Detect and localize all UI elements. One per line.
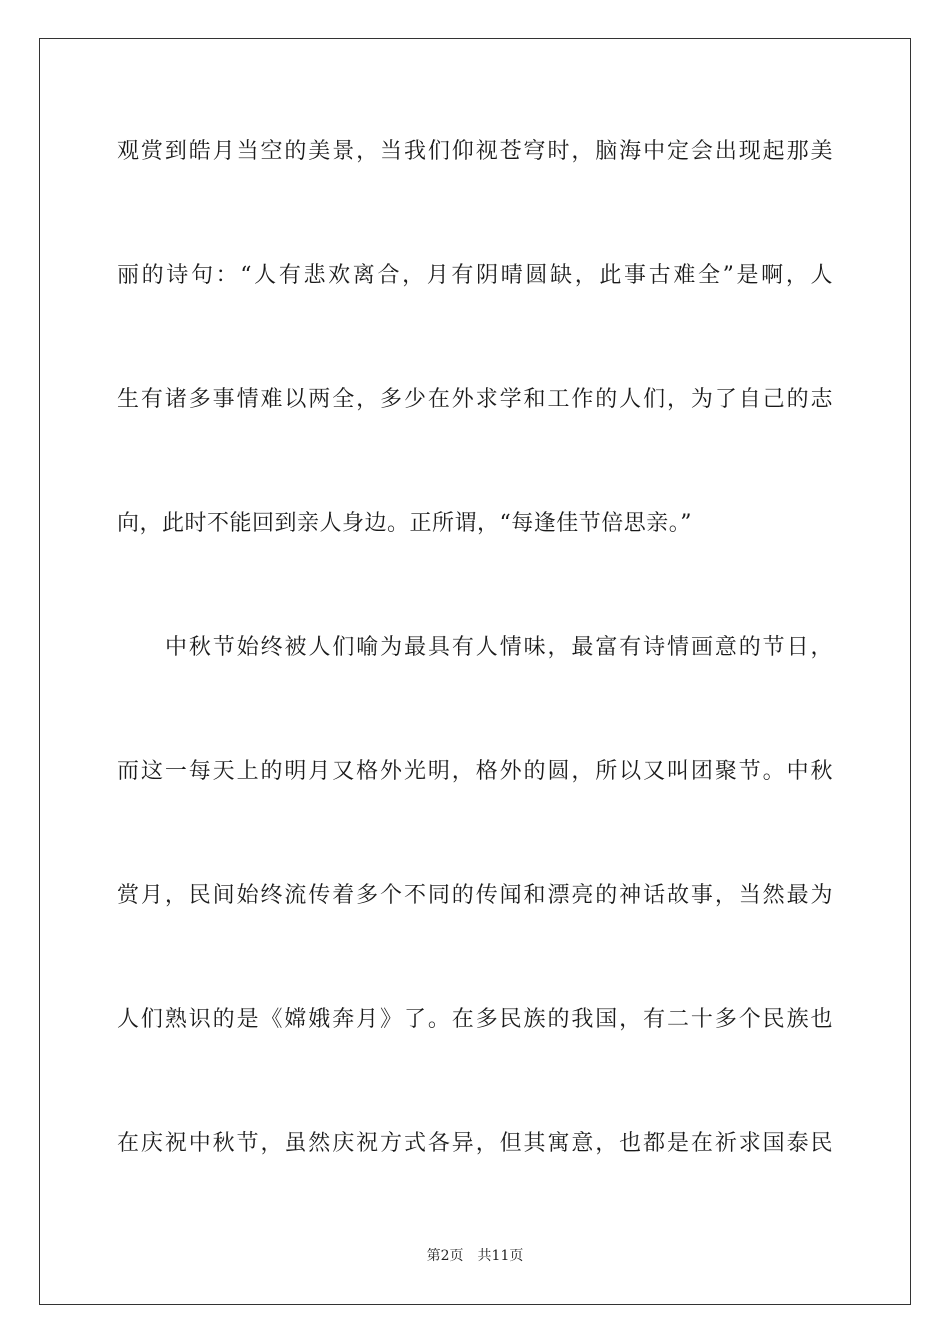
text-line: 在庆祝中秋节，虽然庆祝方式各异，但其寓意，也都是在祈求国泰民 bbox=[117, 1131, 833, 1156]
page-border bbox=[39, 38, 911, 1305]
text-line: 而这一每天上的明月又格外光明，格外的圆，所以又叫团聚节。中秋 bbox=[117, 759, 833, 784]
text-line: 丽的诗句：“人有悲欢离合，月有阴晴圆缺，此事古难全”是啊，人 bbox=[117, 263, 833, 288]
page-footer bbox=[0, 1247, 950, 1265]
text-line: 赏月，民间始终流传着多个不同的传闻和漂亮的神话故事，当然最为 bbox=[117, 883, 833, 908]
total-pages: 共11页 bbox=[477, 1248, 524, 1264]
paragraph-first-line: 中秋节始终被人们喻为最具有人情味，最富有诗情画意的节日， bbox=[165, 635, 833, 660]
page-number: 第2页 bbox=[426, 1248, 464, 1264]
text-line: 向，此时不能回到亲人身边。正所谓，“每逢佳节倍思亲。” bbox=[117, 511, 692, 536]
text-line: 生有诸多事情难以两全，多少在外求学和工作的人们，为了自己的志 bbox=[117, 387, 833, 412]
text-line: 人们熟识的是《嫦娥奔月》了。在多民族的我国，有二十多个民族也 bbox=[117, 1007, 833, 1032]
text-line: 观赏到皓月当空的美景，当我们仰视苍穹时，脑海中定会出现起那美 bbox=[117, 139, 833, 164]
